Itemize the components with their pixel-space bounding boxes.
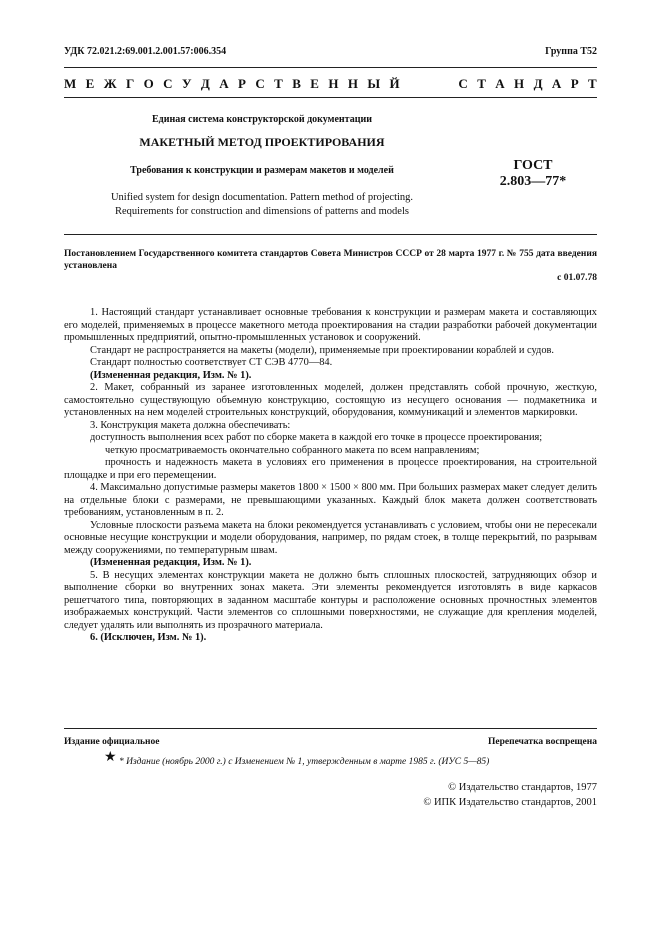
document-subtitle: Требования к конструкции и размерам макетов и моделей — [130, 165, 394, 176]
reprint-notice: Перепечатка воспрещена — [487, 737, 597, 747]
paragraph: доступность выполнения всех работ по сборке макета в каждой его точке в процессе проектирования; — [90, 432, 543, 443]
footer-divider — [64, 728, 597, 729]
amendment-note: (Измененная редакция, Изм. № 1). — [90, 557, 252, 568]
excluded-clause: 6. (Исключен, Изм. № 1). — [90, 632, 207, 643]
udk-code: УДК 72.021.2:69.001.2.001.57:006.354 — [64, 46, 227, 57]
gost-number: 2.803—77* — [499, 174, 567, 189]
english-title — [64, 191, 460, 219]
paragraph: Условные плоскости разъема макета на блоки рекомендуется устанавливать с условием, чтобы они не пересекали основные несущие конструкции и модели оборудования, например, по рядам стоек, в толще перекрытий, по разрывам между сооружениями, по температурным швам. — [64, 519, 597, 556]
group-code: Группа Т52 — [545, 46, 597, 57]
paragraph: четкую просматриваемость окончательно собранного макета по всем направлениям; — [105, 444, 480, 456]
official-edition-label: Издание официальное — [64, 737, 160, 747]
banner-divider — [64, 97, 597, 98]
standard-banner: М Е Ж Г О С У Д А Р С Т В Е Н Н Ы Й С Т А Н Д А Р Т — [64, 76, 597, 91]
copyright-1977: © Издательство стандартов, 1977 — [448, 782, 597, 793]
page-title: МАКЕТНЫЙ МЕТОД ПРОЕКТИРОВАНИЯ — [139, 135, 385, 149]
paragraph: 3. Конструкция макета должна обеспечивать: — [90, 419, 291, 431]
english-line-2: Requirements for construction and dimensions of patterns and models — [115, 206, 409, 217]
standard-body — [64, 307, 597, 645]
gost-number-block — [488, 158, 578, 190]
english-line-1: Unified system for design documentation. Pattern method of projecting. — [110, 192, 414, 203]
amendment-note: (Измененная редакция, Изм. № 1). — [90, 369, 252, 381]
paragraph: 5. В несущих элементах конструкции макета не должно быть сплошных плоскостей, затрудняющих обзор и выполнение сборки во внутренних зонах макета. Эти элементы рекомендуется изготовлять в виде каркасов решетчатого типа, повторяющих в заданном масштабе контуры и расположение основных прочностных элементов изображаемых конструкций. Части элементов со сплошными поверхностями, не служащие для крепления моделей, следует удалять или выполнять из прозрачного материала. — [64, 569, 597, 631]
top-divider — [64, 67, 597, 68]
paragraph: 4. Максимально допустимые размеры макетов 1800 × 1500 × 800 мм. При больших размерах макет следует делить на отдельные блоки с размерами, не превышающими указанных. Каждый блок макета должен соответствовать требованиям, установленным в п. 2. — [64, 482, 597, 518]
star-icon: ★ — [104, 750, 117, 765]
gost-label: ГОСТ — [513, 158, 553, 173]
paragraph: 2. Макет, собранный из заранее изготовленных моделей, должен представлять собой прочную, жесткую, самостоятельно существующую объемную конструкцию, состоящую из несущего основания — подмакетника и установленных на нем моделей строительных конструкций, оборудования, коммуникаций и элементов маркировки. — [64, 382, 597, 418]
edition-note: * Издание (ноябрь 2000 г.) с Изменением № 1, утвержденным в марте 1985 г. (ИУС 5—85) — [119, 757, 490, 767]
effective-date: с 01.07.78 — [557, 273, 597, 283]
paragraph: Стандарт полностью соответствует СТ СЭВ 4770—84. — [90, 357, 333, 368]
copyright-2001: © ИПК Издательство стандартов, 2001 — [423, 797, 597, 808]
system-title: Единая система конструкторской документации — [152, 114, 372, 125]
paragraph: 1. Настоящий стандарт устанавливает основные требования к конструкции и размерам макета и составляющих его моделей, применяемых в процессе макетного метода проектирования на стадии разработки рабочей документации промышленных предприятий, опытно-промышленных установок и сооружений. — [64, 307, 597, 343]
paragraph: прочность и надежность макета в условиях его применения в процессе проектирования, на строительной площадке и при его перемещении. — [64, 457, 597, 481]
header-bottom-divider — [64, 234, 597, 235]
decree-text: Постановлением Государственного комитета стандартов Совета Министров СССР от 28 марта 1977 г. № 755 дата введения установлена — [64, 249, 597, 271]
paragraph: Стандарт не распространяется на макеты (модели), применяемые при проектировании кораблей и судов. — [90, 344, 555, 356]
